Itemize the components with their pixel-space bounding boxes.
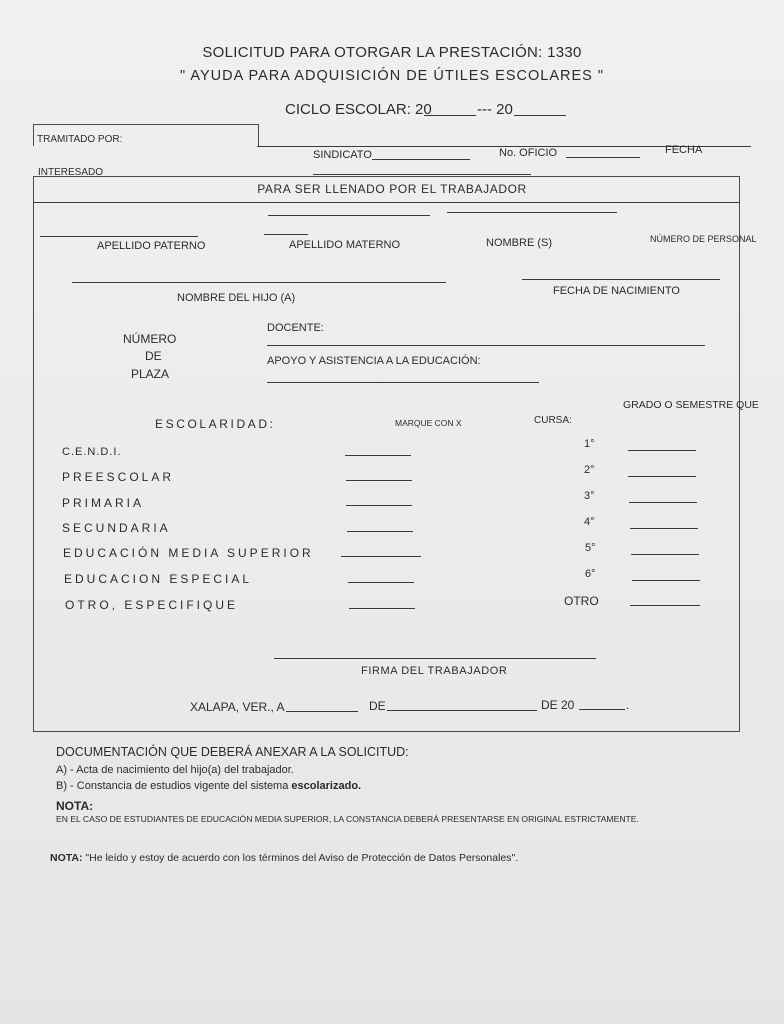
docs-title: DOCUMENTACIÓN QUE DEBERÁ ANEXAR A LA SOLICITUD: (56, 745, 409, 759)
tramitado-label: TRAMITADO POR: (37, 134, 123, 145)
nombre-hijo-label: NOMBRE DEL HIJO (A) (177, 292, 296, 304)
sindicato-label: SINDICATO (313, 149, 372, 161)
apoyo-label: APOYO Y ASISTENCIA A LA EDUCACIÓN: (267, 355, 481, 367)
cycle-start-field[interactable] (424, 115, 476, 116)
level-media-superior: EDUCACIÓN MEDIA SUPERIOR (63, 546, 314, 560)
mark-label: MARQUE CON X (395, 418, 462, 428)
cursa-label: CURSA: (534, 415, 572, 426)
sindicato-field[interactable] (372, 159, 470, 160)
oficio-field[interactable] (566, 157, 640, 158)
de-label-2: DE 20 (541, 698, 575, 712)
de-label-1: DE (369, 699, 386, 713)
main-form-box (33, 176, 740, 732)
grade-field-2[interactable] (628, 476, 696, 477)
firma-field[interactable] (274, 658, 596, 659)
grade-otro: OTRO (564, 594, 599, 608)
nombres-label: NOMBRE (S) (486, 237, 552, 249)
grade-field-1[interactable] (628, 450, 696, 451)
day-field[interactable] (286, 711, 358, 712)
cycle-label: CICLO ESCOLAR: 20 (285, 101, 432, 118)
name-field-a[interactable] (268, 215, 430, 216)
level-secundaria: SECUNDARIA (62, 521, 171, 535)
nota-title: NOTA: (56, 799, 94, 813)
grade-3: 3° (584, 490, 595, 502)
grade-5: 5° (585, 542, 596, 554)
doc-item-b-text: B) - Constancia de estudios vigente del sistema (56, 780, 292, 792)
place-label: XALAPA, VER., A (190, 700, 285, 714)
apoyo-field[interactable] (267, 382, 539, 383)
grade-field-otro[interactable] (630, 605, 700, 606)
cycle-separator: --- 20 (477, 101, 513, 118)
doc-item-b (56, 780, 361, 792)
mark-field-primaria[interactable] (346, 505, 412, 506)
level-cendi: C.E.N.D.I. (62, 446, 122, 458)
oficio-label: No. OFICIO (499, 147, 558, 159)
grade-header: GRADO O SEMESTRE QUE (623, 399, 759, 411)
plaza-line3: PLAZA (131, 367, 170, 381)
form-subtitle: " AYUDA PARA ADQUISICIÓN DE ÚTILES ESCOLARES " (179, 68, 604, 84)
grade-1: 1° (584, 438, 595, 450)
fecha-nacimiento-label: FECHA DE NACIMIENTO (553, 285, 680, 297)
mark-field-preescolar[interactable] (346, 480, 412, 481)
apellido-materno-field[interactable] (264, 234, 308, 235)
grade-2: 2° (584, 464, 595, 476)
nota-text: EN EL CASO DE ESTUDIANTES DE EDUCACIÓN MEDIA SUPERIOR, LA CONSTANCIA DEBERÁ PRESENTARSE EN ORIGINAL ESTRICTAMENTE. (56, 814, 639, 824)
plaza-line2: DE (145, 349, 162, 363)
mark-field-otro[interactable] (349, 608, 415, 609)
doc-item-a: A) - Acta de nacimiento del hijo(a) del trabajador. (56, 764, 294, 776)
fecha-label: FECHA (665, 144, 703, 156)
numero-personal-label: NÚMERO DE PERSONAL (650, 234, 757, 244)
apellido-paterno-field[interactable] (40, 236, 198, 237)
interesado-label: INTERESADO (38, 167, 104, 178)
level-preescolar: PREESCOLAR (62, 470, 175, 484)
date-period: . (626, 698, 630, 712)
grade-field-5[interactable] (631, 554, 699, 555)
apellido-materno-label: APELLIDO MATERNO (289, 239, 401, 251)
name-field-b[interactable] (447, 212, 617, 213)
mark-field-especial[interactable] (348, 582, 414, 583)
docente-label: DOCENTE: (267, 322, 324, 334)
fecha-nacimiento-field[interactable] (522, 279, 720, 280)
form-title: SOLICITUD PARA OTORGAR LA PRESTACIÓN: 1330 (202, 44, 582, 61)
nota2 (50, 852, 518, 864)
year-field[interactable] (579, 709, 625, 710)
firma-label: FIRMA DEL TRABAJADOR (361, 665, 508, 677)
section-divider (33, 202, 740, 203)
mark-field-secundaria[interactable] (347, 531, 413, 532)
admin-extra-field[interactable] (313, 174, 531, 175)
level-primaria: PRIMARIA (62, 496, 145, 510)
grade-6: 6° (585, 568, 596, 580)
month-field[interactable] (387, 710, 537, 711)
doc-item-b-bold: escolarizado. (291, 780, 362, 792)
nota2-label: NOTA: (50, 852, 83, 864)
grade-field-6[interactable] (632, 580, 700, 581)
level-otro: OTRO, ESPECIFIQUE (65, 598, 239, 612)
nombre-hijo-field[interactable] (72, 282, 446, 283)
section-title: PARA SER LLENADO POR EL TRABAJADOR (257, 182, 527, 196)
mark-field-media-superior[interactable] (341, 556, 421, 557)
plaza-line1: NÚMERO (123, 332, 177, 346)
mark-field-cendi[interactable] (345, 455, 411, 456)
nota2-text: "He leído y estoy de acuerdo con los términos del Aviso de Protección de Datos Personales". (82, 852, 519, 864)
cycle-end-field[interactable] (514, 115, 566, 116)
docente-field[interactable] (267, 345, 705, 346)
grade-field-4[interactable] (630, 528, 698, 529)
grade-field-3[interactable] (629, 502, 697, 503)
apellido-paterno-label: APELLIDO PATERNO (97, 240, 206, 252)
escolaridad-title: ESCOLARIDAD: (155, 417, 276, 431)
grade-4: 4° (584, 516, 595, 528)
level-especial: EDUCACION ESPECIAL (64, 572, 253, 586)
